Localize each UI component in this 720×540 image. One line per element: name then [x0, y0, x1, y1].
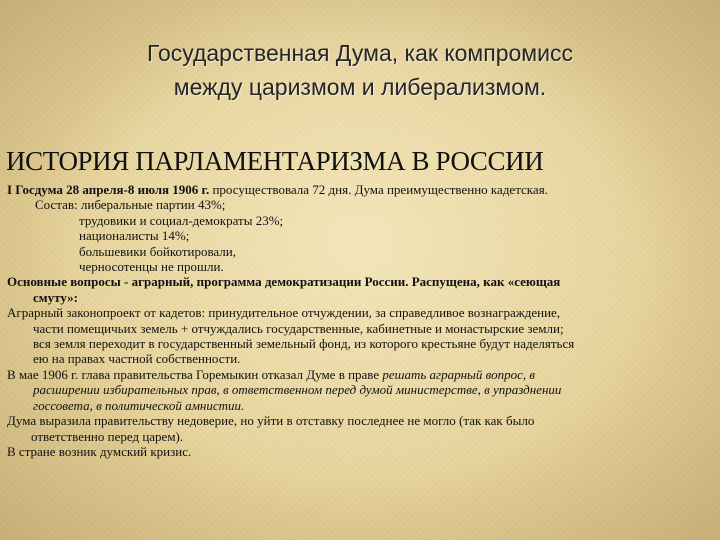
goremykin-line-2: расширении избирательных прав, в ответственном перед думой министерстве, в упразднении: [33, 382, 562, 398]
distrust-line-1: Дума выразила правительству недоверие, но уйти в отставку последнее не могло (так как было: [7, 413, 535, 429]
goremykin-line-3: госсовета, в политической амнистии.: [33, 397, 245, 413]
composition-item: черносотенцы не прошли.: [79, 259, 224, 275]
slide-body: [7, 182, 715, 459]
duma1-intro: [7, 182, 715, 197]
section-heading: ИСТОРИЯ ПАРЛАМЕНТАРИЗМА В РОССИИ: [6, 146, 544, 176]
agrarian-line-4: ею на правах частной собственности.: [33, 351, 241, 367]
composition-label: Состав: либеральные партии 43%;: [35, 197, 226, 213]
duma1-description: просуществовала 72 дня. Дума преимущественно кадетская.: [209, 182, 548, 197]
composition-item: большевики бойкотировали,: [79, 243, 236, 259]
title-line-1: Государственная Дума, как компромисс: [147, 40, 573, 66]
goremykin-italic: решать аграрный вопрос, в: [382, 366, 535, 382]
crisis-line: В стране возник думский кризис.: [7, 443, 192, 459]
duma1-dates: I Госдума 28 апреля-8 июля 1906 г.: [7, 182, 210, 197]
composition-item: трудовики и социал-демократы 23%;: [79, 212, 284, 228]
composition-item: националисты 14%;: [79, 228, 190, 244]
agrarian-line-1: Аграрный законопроект от кадетов: принудительное отчуждении, за справедливое вознаграждение,: [7, 305, 561, 321]
distrust-line-2: ответственно перед царем).: [31, 428, 184, 444]
agrarian-line-2: части помещичьих земель + отчуждались государственные, кабинетные и монастырские земли;: [33, 320, 564, 336]
goremykin-line-1: [7, 367, 715, 382]
title-line-2: между царизмом и либерализмом.: [173, 74, 547, 100]
agrarian-line-3: вся земля переходит в государственный земельный фонд, из которого крестьяне будут наделяться: [33, 336, 575, 352]
slide-title: [60, 36, 660, 104]
main-questions-line-1: Основные вопросы - аграрный, программа демократизации России. Распущена, как «сеющая: [7, 274, 561, 290]
main-questions-line-2: смуту»:: [33, 289, 78, 305]
goremykin-plain: В мае 1906 г. глава правительства Горемыкин отказал Думе в праве: [7, 366, 383, 382]
